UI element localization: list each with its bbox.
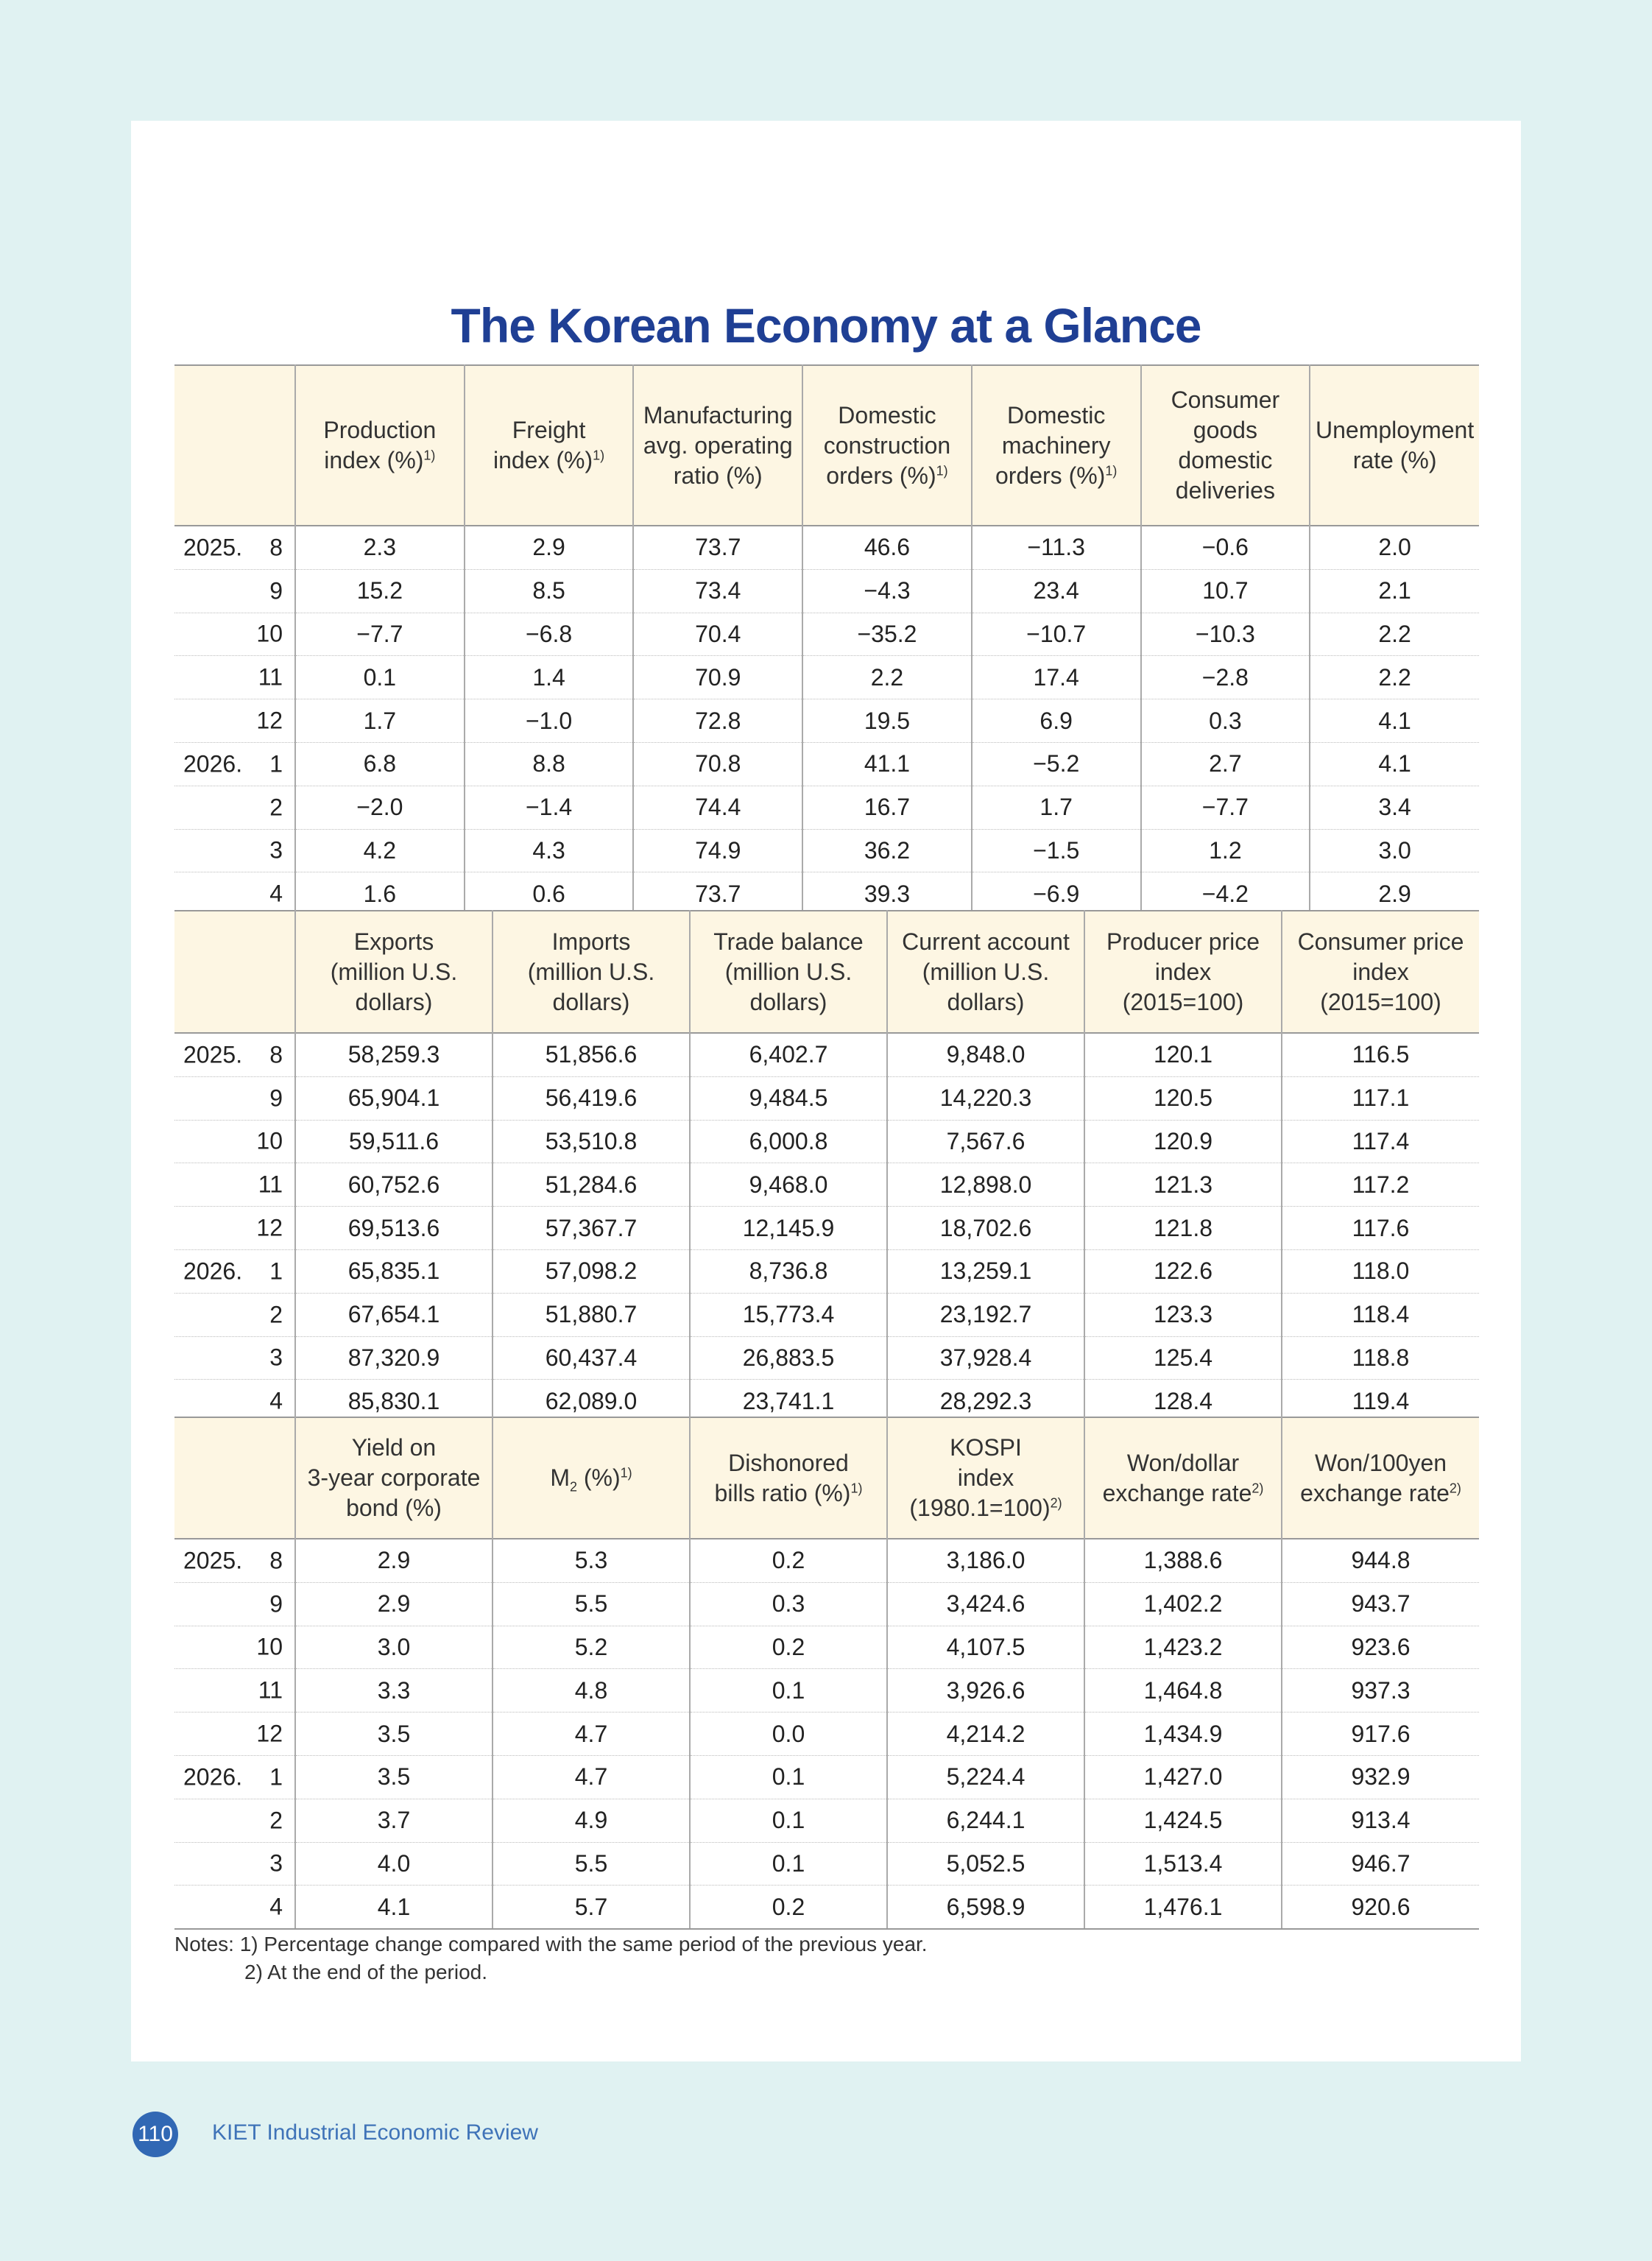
column-header: Domestic construction orders (%)$^{1)}$ <box>802 365 972 526</box>
table-row <box>174 786 1479 829</box>
table-cell: 3,926.6 <box>887 1669 1084 1712</box>
table-row <box>174 1669 1479 1712</box>
document-page <box>131 121 1521 2061</box>
period-month: 8 <box>269 534 283 561</box>
period-month: 10 <box>256 1127 283 1154</box>
table-cell: 128.4 <box>1084 1380 1282 1423</box>
table-cell: 117.2 <box>1282 1163 1479 1207</box>
table-cell: 36.2 <box>802 829 972 872</box>
table-cell: 3,186.0 <box>887 1539 1084 1582</box>
table-cell: 57,098.2 <box>493 1249 690 1293</box>
column-header: Exports (million U.S. dollars) <box>295 911 493 1033</box>
table-cell: 74.9 <box>633 829 802 872</box>
column-header: $M_2$ (%)$^{1)}$ <box>493 1417 690 1539</box>
table-cell: 937.3 <box>1282 1669 1479 1712</box>
table-cell: 4.2 <box>295 829 465 872</box>
table-cell: −0.6 <box>1141 526 1310 569</box>
table-cell: 2.1 <box>1310 569 1479 613</box>
table-real-activity <box>174 364 1479 917</box>
table-cell: 15,773.4 <box>690 1293 887 1336</box>
table-cell: 943.7 <box>1282 1582 1479 1626</box>
table-cell: 2.2 <box>1310 613 1479 656</box>
table-cell: 15.2 <box>295 569 465 613</box>
period-cell <box>174 1163 295 1207</box>
period-month: 1 <box>269 750 283 777</box>
page-number-badge: 110 <box>133 2112 178 2157</box>
table-row <box>174 656 1479 699</box>
table-cell: 14,220.3 <box>887 1076 1084 1120</box>
table-cell: −35.2 <box>802 613 972 656</box>
column-header: Production index (%)$^{1)}$ <box>295 365 465 526</box>
table-cell: 53,510.8 <box>493 1120 690 1163</box>
table-cell: 118.0 <box>1282 1249 1479 1293</box>
table-cell: 37,928.4 <box>887 1336 1084 1380</box>
table-cell: 6,000.8 <box>690 1120 887 1163</box>
period-cell <box>174 786 295 829</box>
period-month: 1 <box>269 1258 283 1285</box>
table-cell: 2.2 <box>802 656 972 699</box>
table-cell: 7,567.6 <box>887 1120 1084 1163</box>
table-cell: 2.7 <box>1141 742 1310 786</box>
period-month: 10 <box>256 1633 283 1660</box>
table-cell: 1,464.8 <box>1084 1669 1282 1712</box>
period-cell <box>174 1033 295 1076</box>
table-cell: 73.7 <box>633 872 802 916</box>
table-row <box>174 1293 1479 1336</box>
table-cell: 5.3 <box>493 1539 690 1582</box>
table-cell: 6,598.9 <box>887 1886 1084 1929</box>
table-cell: 9,468.0 <box>690 1163 887 1207</box>
table-cell: −1.0 <box>465 699 634 743</box>
table-cell: 4.9 <box>493 1799 690 1842</box>
table-cell: 56,419.6 <box>493 1076 690 1120</box>
column-header: Manufacturing avg. operating ratio (%) <box>633 365 802 526</box>
table-cell: 0.1 <box>690 1669 887 1712</box>
table-cell: 4.3 <box>465 829 634 872</box>
table-trade-prices <box>174 910 1479 1424</box>
period-year: 2026. <box>183 1258 243 1285</box>
table-cell: 26,883.5 <box>690 1336 887 1380</box>
table-row <box>174 1163 1479 1207</box>
table-cell: 4.1 <box>295 1886 493 1929</box>
table-cell: 59,511.6 <box>295 1120 493 1163</box>
period-month: 9 <box>269 1590 283 1618</box>
table-cell: 1.7 <box>295 699 465 743</box>
table-cell: 69,513.6 <box>295 1207 493 1250</box>
table-cell: 8.5 <box>465 569 634 613</box>
table-cell: 1.2 <box>1141 829 1310 872</box>
table-cell: 3.4 <box>1310 786 1479 829</box>
table-cell: 117.4 <box>1282 1120 1479 1163</box>
table-cell: −1.5 <box>972 829 1141 872</box>
table-cell: 57,367.7 <box>493 1207 690 1250</box>
table-cell: 0.3 <box>1141 699 1310 743</box>
period-cell <box>174 1886 295 1929</box>
table-cell: 8.8 <box>465 742 634 786</box>
table-cell: 125.4 <box>1084 1336 1282 1380</box>
table-cell: 118.4 <box>1282 1293 1479 1336</box>
table-cell: −4.3 <box>802 569 972 613</box>
table-cell: 6,402.7 <box>690 1033 887 1076</box>
table-cell: 74.4 <box>633 786 802 829</box>
table-cell: −5.2 <box>972 742 1141 786</box>
table-cell: 0.1 <box>690 1755 887 1799</box>
data-table-2 <box>174 910 1479 1424</box>
table-cell: 65,835.1 <box>295 1249 493 1293</box>
table-cell: 8,736.8 <box>690 1249 887 1293</box>
period-cell <box>174 1207 295 1250</box>
table-cell: 1.7 <box>972 786 1141 829</box>
column-header: Consumer goods domestic deliveries <box>1141 365 1310 526</box>
period-month: 10 <box>256 620 283 647</box>
table-cell: 120.9 <box>1084 1120 1282 1163</box>
table-cell: 2.9 <box>465 526 634 569</box>
table-cell: 73.4 <box>633 569 802 613</box>
table-cell: −1.4 <box>465 786 634 829</box>
table-row <box>174 1886 1479 1929</box>
table-cell: 5,052.5 <box>887 1842 1084 1886</box>
table-cell: 4.7 <box>493 1712 690 1756</box>
column-header: Freight index (%)$^{1)}$ <box>465 365 634 526</box>
table-cell: 3.0 <box>1310 829 1479 872</box>
table-cell: 12,145.9 <box>690 1207 887 1250</box>
table-cell: 1.6 <box>295 872 465 916</box>
table-row <box>174 1033 1479 1076</box>
table-cell: 23,192.7 <box>887 1293 1084 1336</box>
table-cell: 12,898.0 <box>887 1163 1084 1207</box>
table-cell: 4.7 <box>493 1755 690 1799</box>
table-cell: 70.9 <box>633 656 802 699</box>
column-header: Domestic machinery orders (%)$^{1)}$ <box>972 365 1141 526</box>
table-cell: 1,513.4 <box>1084 1842 1282 1886</box>
table-cell: 917.6 <box>1282 1712 1479 1756</box>
period-cell <box>174 1669 295 1712</box>
table-cell: 5.5 <box>493 1842 690 1886</box>
table-cell: 72.8 <box>633 699 802 743</box>
table-row <box>174 1076 1479 1120</box>
period-month: 12 <box>256 707 283 734</box>
period-header <box>174 1417 295 1539</box>
table-cell: 10.7 <box>1141 569 1310 613</box>
period-month: 11 <box>258 663 283 691</box>
period-year: 2025. <box>183 1041 243 1068</box>
table-cell: 3.7 <box>295 1799 493 1842</box>
table-cell: 0.1 <box>690 1799 887 1842</box>
period-header <box>174 365 295 526</box>
table-cell: 60,437.4 <box>493 1336 690 1380</box>
period-cell <box>174 526 295 569</box>
note-1: Notes: 1) Percentage change compared with the same period of the previous year. <box>174 1933 928 1955</box>
table-cell: 2.9 <box>295 1539 493 1582</box>
table-cell: 67,654.1 <box>295 1293 493 1336</box>
table-row <box>174 1799 1479 1842</box>
period-month: 3 <box>269 1344 283 1371</box>
period-cell <box>174 656 295 699</box>
data-table-1 <box>174 364 1479 917</box>
table-cell: −6.8 <box>465 613 634 656</box>
table-cell: 0.0 <box>690 1712 887 1756</box>
column-header: Producer price index (2015=100) <box>1084 911 1282 1033</box>
table-cell: 2.9 <box>1310 872 1479 916</box>
table-row <box>174 526 1479 569</box>
period-month: 2 <box>269 1301 283 1328</box>
table-cell: 1,476.1 <box>1084 1886 1282 1929</box>
period-month: 11 <box>258 1676 283 1704</box>
note-2: 2) At the end of the period. <box>244 1961 488 1983</box>
period-month: 12 <box>256 1720 283 1747</box>
table-cell: 65,904.1 <box>295 1076 493 1120</box>
table-cell: 1,434.9 <box>1084 1712 1282 1756</box>
period-month: 12 <box>256 1214 283 1241</box>
period-cell <box>174 742 295 786</box>
period-month: 1 <box>269 1763 283 1791</box>
table-cell: 23.4 <box>972 569 1141 613</box>
period-month: 3 <box>269 1849 283 1877</box>
period-header <box>174 911 295 1033</box>
table-cell: 4.1 <box>1310 742 1479 786</box>
table-cell: 122.6 <box>1084 1249 1282 1293</box>
table-cell: 62,089.0 <box>493 1380 690 1423</box>
period-cell <box>174 1539 295 1582</box>
table-cell: 58,259.3 <box>295 1033 493 1076</box>
table-cell: −10.3 <box>1141 613 1310 656</box>
table-cell: 51,880.7 <box>493 1293 690 1336</box>
period-month: 3 <box>269 836 283 864</box>
table-row <box>174 613 1479 656</box>
table-cell: 120.1 <box>1084 1033 1282 1076</box>
table-cell: 4.1 <box>1310 699 1479 743</box>
table-cell: 0.1 <box>295 656 465 699</box>
table-cell: 73.7 <box>633 526 802 569</box>
table-row <box>174 742 1479 786</box>
table-cell: 51,284.6 <box>493 1163 690 1207</box>
table-cell: 4.8 <box>493 1669 690 1712</box>
table-row <box>174 1336 1479 1380</box>
data-table-3 <box>174 1417 1479 1930</box>
table-cell: 70.4 <box>633 613 802 656</box>
period-cell <box>174 569 295 613</box>
table-cell: 121.3 <box>1084 1163 1282 1207</box>
table-cell: 117.6 <box>1282 1207 1479 1250</box>
table-cell: 0.2 <box>690 1539 887 1582</box>
page-title: The Korean Economy at a Glance <box>451 298 1201 353</box>
table-cell: 46.6 <box>802 526 972 569</box>
period-cell <box>174 1755 295 1799</box>
period-cell <box>174 1120 295 1163</box>
column-header: Trade balance (million U.S. dollars) <box>690 911 887 1033</box>
table-row <box>174 829 1479 872</box>
period-month: 4 <box>269 1387 283 1414</box>
table-cell: 39.3 <box>802 872 972 916</box>
table-cell: 2.9 <box>295 1582 493 1626</box>
period-cell <box>174 829 295 872</box>
column-header: Unemployment rate (%) <box>1310 365 1479 526</box>
table-cell: 51,856.6 <box>493 1033 690 1076</box>
table-row <box>174 1712 1479 1756</box>
table-cell: 913.4 <box>1282 1799 1479 1842</box>
column-header: Won/dollar exchange rate$^{2)}$ <box>1084 1417 1282 1539</box>
table-cell: 6.8 <box>295 742 465 786</box>
table-cell: 119.4 <box>1282 1380 1479 1423</box>
table-cell: 3,424.6 <box>887 1582 1084 1626</box>
period-month: 2 <box>269 1807 283 1834</box>
period-cell <box>174 699 295 743</box>
table-cell: 16.7 <box>802 786 972 829</box>
period-month: 8 <box>269 1041 283 1068</box>
table-row <box>174 1249 1479 1293</box>
period-cell <box>174 1842 295 1886</box>
period-year: 2026. <box>183 1763 243 1791</box>
period-year: 2025. <box>183 534 243 561</box>
table-cell: 3.5 <box>295 1755 493 1799</box>
table-cell: 117.1 <box>1282 1076 1479 1120</box>
table-cell: 6,244.1 <box>887 1799 1084 1842</box>
period-cell <box>174 1582 295 1626</box>
table-cell: 2.0 <box>1310 526 1479 569</box>
table-cell: 923.6 <box>1282 1626 1479 1669</box>
table-financial <box>174 1417 1479 1930</box>
table-cell: 87,320.9 <box>295 1336 493 1380</box>
table-row <box>174 1755 1479 1799</box>
table-cell: 1,427.0 <box>1084 1755 1282 1799</box>
table-cell: 4,214.2 <box>887 1712 1084 1756</box>
table-row <box>174 1582 1479 1626</box>
table-cell: 85,830.1 <box>295 1380 493 1423</box>
period-month: 9 <box>269 1084 283 1112</box>
notes <box>174 1930 928 1986</box>
period-month: 8 <box>269 1547 283 1574</box>
column-header: KOSPI index (1980.1=100)$^{2)}$ <box>887 1417 1084 1539</box>
table-cell: 5,224.4 <box>887 1755 1084 1799</box>
table-cell: 2.2 <box>1310 656 1479 699</box>
table-cell: 1,388.6 <box>1084 1539 1282 1582</box>
table-cell: 13,259.1 <box>887 1249 1084 1293</box>
table-cell: 121.8 <box>1084 1207 1282 1250</box>
column-header: Consumer price index (2015=100) <box>1282 911 1479 1033</box>
period-month: 4 <box>269 1893 283 1920</box>
table-cell: 18,702.6 <box>887 1207 1084 1250</box>
table-cell: 116.5 <box>1282 1033 1479 1076</box>
column-header: Won/100yen exchange rate$^{2)}$ <box>1282 1417 1479 1539</box>
period-cell <box>174 1712 295 1756</box>
table-cell: 6.9 <box>972 699 1141 743</box>
table-row <box>174 1207 1479 1250</box>
table-cell: 0.6 <box>465 872 634 916</box>
table-cell: 5.5 <box>493 1582 690 1626</box>
table-cell: −6.9 <box>972 872 1141 916</box>
table-row <box>174 1539 1479 1582</box>
table-cell: 1,424.5 <box>1084 1799 1282 1842</box>
period-year: 2025. <box>183 1547 243 1574</box>
table-row <box>174 699 1479 743</box>
table-cell: 19.5 <box>802 699 972 743</box>
table-cell: 9,848.0 <box>887 1033 1084 1076</box>
table-cell: 0.2 <box>690 1626 887 1669</box>
period-cell <box>174 1076 295 1120</box>
table-cell: 4.0 <box>295 1842 493 1886</box>
table-cell: −2.8 <box>1141 656 1310 699</box>
table-cell: 1.4 <box>465 656 634 699</box>
period-cell <box>174 1799 295 1842</box>
period-cell <box>174 1249 295 1293</box>
table-cell: 2.3 <box>295 526 465 569</box>
period-cell <box>174 1293 295 1336</box>
table-cell: 23,741.1 <box>690 1380 887 1423</box>
table-cell: 1,423.2 <box>1084 1626 1282 1669</box>
table-cell: 120.5 <box>1084 1076 1282 1120</box>
period-month: 11 <box>258 1171 283 1198</box>
table-cell: 932.9 <box>1282 1755 1479 1799</box>
column-header: Yield on 3-year corporate bond (%) <box>295 1417 493 1539</box>
period-year: 2026. <box>183 750 243 777</box>
table-cell: 5.2 <box>493 1626 690 1669</box>
table-cell: 9,484.5 <box>690 1076 887 1120</box>
table-cell: 946.7 <box>1282 1842 1479 1886</box>
table-row <box>174 569 1479 613</box>
table-cell: 70.8 <box>633 742 802 786</box>
period-month: 2 <box>269 794 283 821</box>
period-cell <box>174 1626 295 1669</box>
table-cell: 920.6 <box>1282 1886 1479 1929</box>
table-cell: 3.0 <box>295 1626 493 1669</box>
table-cell: 944.8 <box>1282 1539 1479 1582</box>
table-cell: 28,292.3 <box>887 1380 1084 1423</box>
table-cell: 5.7 <box>493 1886 690 1929</box>
table-cell: −7.7 <box>295 613 465 656</box>
table-cell: 118.8 <box>1282 1336 1479 1380</box>
table-cell: 0.2 <box>690 1886 887 1929</box>
period-cell <box>174 613 295 656</box>
period-month: 4 <box>269 880 283 907</box>
table-cell: −2.0 <box>295 786 465 829</box>
table-cell: 0.1 <box>690 1842 887 1886</box>
table-cell: 3.5 <box>295 1712 493 1756</box>
table-cell: −4.2 <box>1141 872 1310 916</box>
table-cell: 0.3 <box>690 1582 887 1626</box>
table-row <box>174 1842 1479 1886</box>
table-cell: 3.3 <box>295 1669 493 1712</box>
publication-name: KIET Industrial Economic Review <box>212 2120 538 2145</box>
period-cell <box>174 1336 295 1380</box>
period-month: 9 <box>269 577 283 604</box>
column-header: Imports (million U.S. dollars) <box>493 911 690 1033</box>
column-header: Dishonored bills ratio (%)$^{1)}$ <box>690 1417 887 1539</box>
table-cell: 1,402.2 <box>1084 1582 1282 1626</box>
table-cell: −11.3 <box>972 526 1141 569</box>
column-header: Current account (million U.S. dollars) <box>887 911 1084 1033</box>
table-row <box>174 1120 1479 1163</box>
table-cell: 4,107.5 <box>887 1626 1084 1669</box>
table-cell: 41.1 <box>802 742 972 786</box>
table-cell: 123.3 <box>1084 1293 1282 1336</box>
table-cell: −7.7 <box>1141 786 1310 829</box>
table-row <box>174 1626 1479 1669</box>
table-cell: 60,752.6 <box>295 1163 493 1207</box>
table-cell: 17.4 <box>972 656 1141 699</box>
table-cell: −10.7 <box>972 613 1141 656</box>
